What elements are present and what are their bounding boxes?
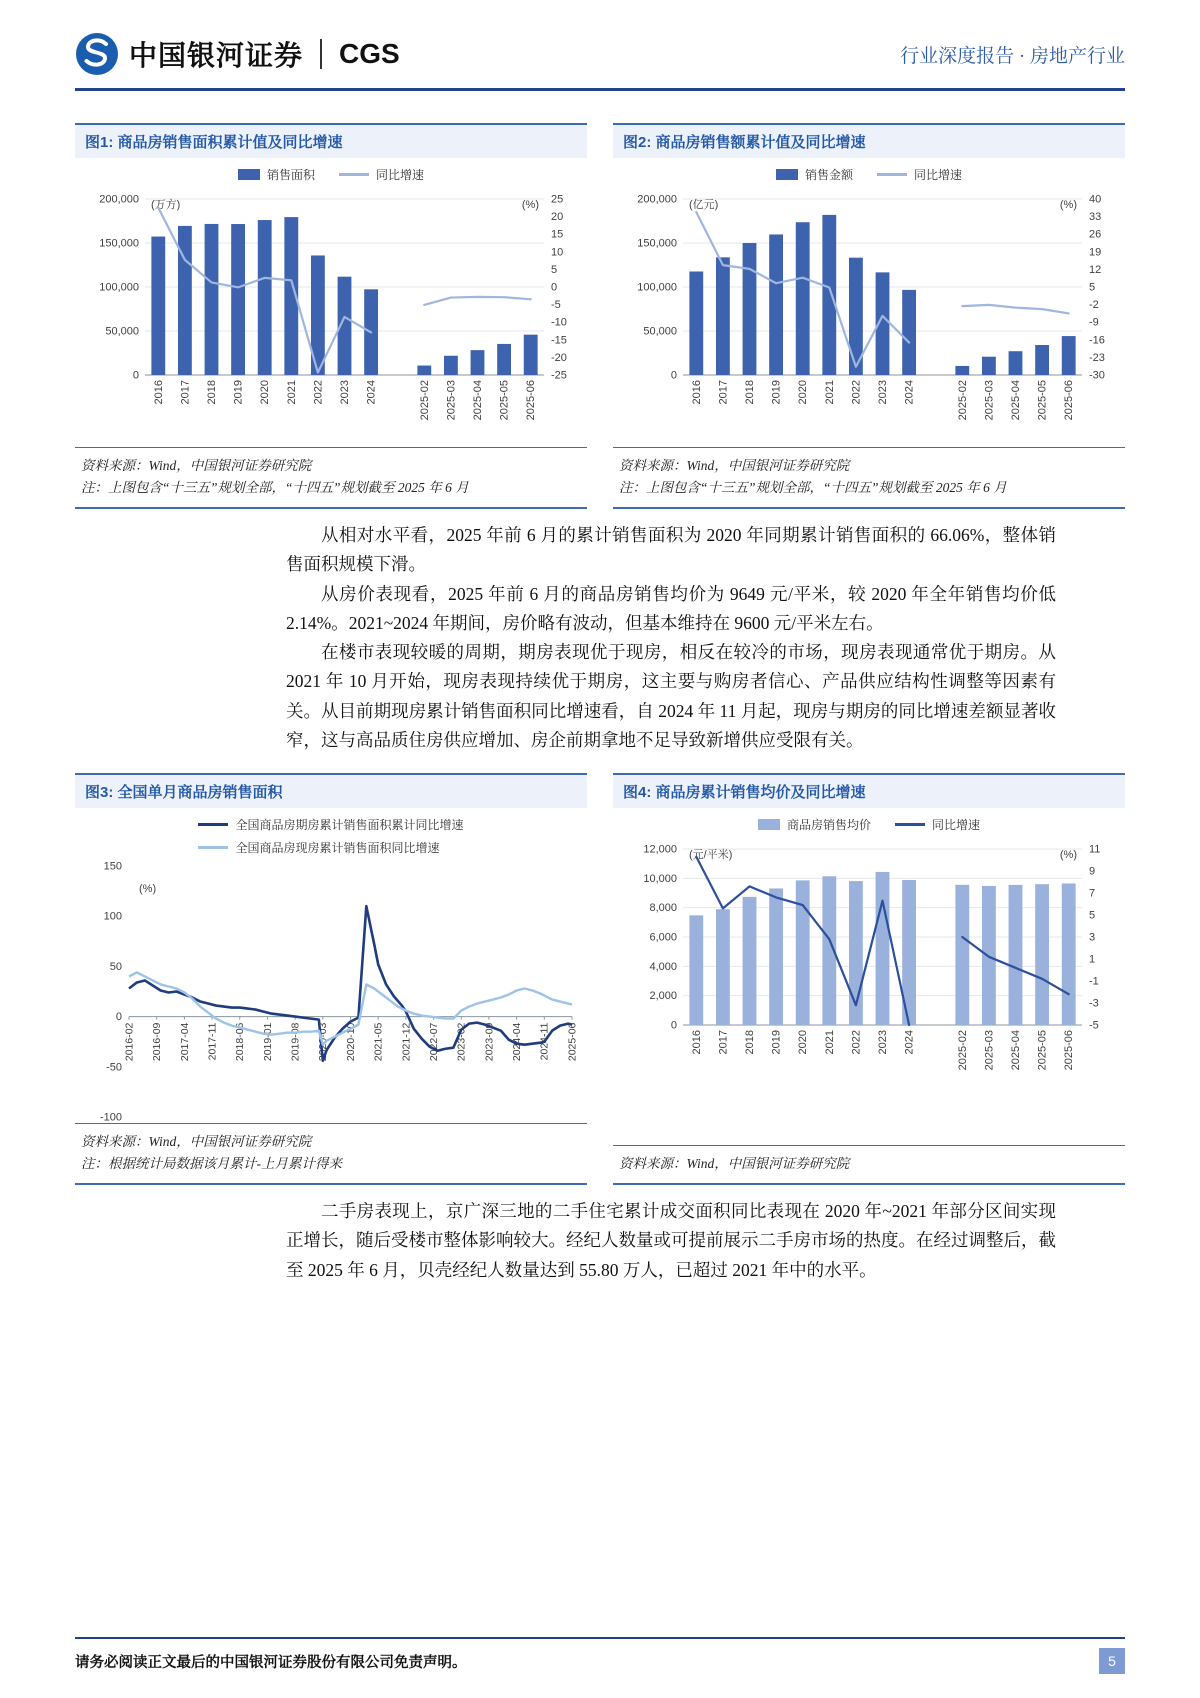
legend-label: 商品房销售均价 [786,817,871,832]
figure-3 [75,773,587,1185]
disclaimer-text: 请务必阅读正文最后的中国银河证券股份有限公司免责声明。 [75,1654,467,1671]
legend-item [198,839,439,856]
svg-text:(元/平米): (元/平米) [688,848,732,861]
page-header [0,0,1200,88]
legend-label: 同比增速 [932,817,981,832]
figure-1-chart [79,185,584,447]
svg-text:-1: -1 [1088,975,1099,988]
svg-text:2022: 2022 [311,380,324,405]
figure-4-title: 图4: 商品房累计销售均价及同比增速 [613,775,1125,808]
paragraph-1: 从相对水平看，2025 年前 6 月的累计销售面积为 2020 年同期累计销售面积的 66.06%，整体销售面积规模下滑。 [286,525,1056,575]
svg-text:25: 25 [550,193,563,206]
svg-text:2018: 2018 [743,1029,756,1055]
svg-text:-15: -15 [550,334,567,347]
svg-text:8,000: 8,000 [648,902,677,915]
svg-text:0: 0 [550,281,557,294]
figure-4-legend [613,816,1125,833]
svg-text:(%): (%) [1059,199,1077,211]
svg-text:19: 19 [1088,246,1101,259]
svg-text:0: 0 [670,1019,677,1032]
svg-text:33: 33 [1088,211,1101,224]
svg-text:2020-03: 2020-03 [316,1022,329,1062]
legend-item [339,166,424,183]
svg-text:2025-03: 2025-03 [444,380,457,421]
svg-text:2016: 2016 [152,380,165,405]
svg-text:2025-06: 2025-06 [565,1022,578,1062]
svg-text:-10: -10 [550,316,567,329]
svg-text:-23: -23 [1088,351,1105,364]
legend-item [758,816,871,833]
legend-label: 同比增速 [914,168,963,182]
svg-text:11: 11 [1088,843,1100,856]
svg-text:2025-04: 2025-04 [1009,1029,1022,1071]
svg-text:40: 40 [1088,193,1101,206]
svg-text:(%): (%) [1059,848,1077,861]
figure-1-footnote [75,447,587,507]
svg-text:(亿元): (亿元) [688,199,718,211]
svg-text:6,000: 6,000 [648,931,677,944]
svg-text:2025-02: 2025-02 [956,380,969,421]
line-swatch-icon [895,823,925,826]
svg-text:0: 0 [115,1011,122,1024]
svg-text:2025-05: 2025-05 [498,380,511,421]
bar-swatch-icon [776,169,798,180]
figure-1-title: 图1: 商品房销售面积累计值及同比增速 [75,125,587,158]
figure-4-chart [617,835,1122,1097]
figure-4-footnote [613,1145,1125,1184]
legend-item [776,166,853,183]
figure-1-note: 注：上图包含“十三五”规划全部，“十四五”规划截至 2025 年 6 月 [81,479,469,495]
svg-text:12,000: 12,000 [642,843,677,856]
figure-3-note: 注：根据统计局数据该月累计-上月累计得来 [81,1155,342,1171]
svg-text:50: 50 [109,960,122,973]
figure-4-source: 资料来源：Wind，中国银河证券研究院 [619,1155,850,1171]
svg-text:2019: 2019 [770,1029,783,1055]
svg-text:150: 150 [103,860,122,873]
svg-text:200,000: 200,000 [636,193,677,206]
figure-3-footnote [75,1123,587,1183]
svg-text:2025-04: 2025-04 [471,380,484,421]
svg-text:2019: 2019 [232,380,245,405]
svg-text:2016: 2016 [690,1029,703,1055]
svg-text:2023-02: 2023-02 [455,1022,468,1062]
svg-text:4,000: 4,000 [648,960,677,973]
galaxy-logo-icon [75,32,119,76]
bar-swatch-icon [758,819,780,830]
svg-text:150,000: 150,000 [98,237,139,250]
svg-text:2024: 2024 [903,380,916,405]
page-number-badge: 5 [1099,1648,1125,1674]
svg-text:2025-02: 2025-02 [956,1029,969,1071]
svg-text:2025-05: 2025-05 [1036,1029,1049,1071]
svg-text:-16: -16 [1088,334,1105,347]
svg-text:2018: 2018 [743,380,756,405]
line-swatch-icon [339,173,369,176]
figure-2-source: 资料来源：Wind，中国银河证券研究院 [619,458,850,473]
svg-text:2017-11: 2017-11 [205,1022,218,1061]
svg-text:9: 9 [1088,865,1095,878]
svg-text:-5: -5 [1088,1019,1099,1032]
paragraph-3: 在楼市表现较暖的周期，期房表现优于现房，相反在较冷的市场，现房表现通常优于期房。从 2021 年 10 月开始，现房表现持续优于期房，这主要与购房者信心、产品供应结构性调整等因素有关。从目前期现房累计销售面积同比增速看，自 2024 年 11 月起，现房与期房的同比增速差额显著收窄，这与高品质住房供应增加、房企前期拿地不足导致新增供应受限有关。 [286,642,1056,750]
legend-item [198,816,463,833]
figure-2-note: 注：上图包含“十三五”规划全部，“十四五”规划截至 2025 年 6 月 [619,479,1007,495]
svg-text:2023: 2023 [876,1029,889,1055]
svg-text:15: 15 [550,228,563,241]
figure-1 [75,123,587,509]
svg-text:2020-10: 2020-10 [344,1022,357,1062]
svg-text:12: 12 [1088,263,1101,276]
legend-item [238,166,315,183]
header-rule [75,88,1125,91]
svg-text:10,000: 10,000 [642,872,677,885]
figure-1-source: 资料来源：Wind，中国银河证券研究院 [81,458,312,473]
svg-text:2025-03: 2025-03 [982,380,995,421]
figure-2-chart [617,185,1122,447]
figure-2 [613,123,1125,509]
svg-text:2021: 2021 [285,380,298,405]
svg-text:150,000: 150,000 [636,237,677,250]
svg-text:2019-01: 2019-01 [261,1022,274,1062]
legend-label: 同比增速 [376,168,425,182]
bar-swatch-icon [238,169,260,180]
svg-text:200,000: 200,000 [98,193,139,206]
footer-row [75,1648,1125,1674]
svg-text:2017: 2017 [716,380,729,405]
legend-label: 全国商品房现房累计销售面积同比增速 [235,840,440,855]
figure-2-title: 图2: 商品房销售额累计值及同比增速 [613,125,1125,158]
svg-text:20: 20 [550,211,563,224]
svg-text:2021-05: 2021-05 [372,1022,385,1062]
paragraph-4: 二手房表现上，京广深三地的二手住宅累计成交面积同比表现在 2020 年~2021 年部分区间实现正增长，随后受楼市整体影响较大。经纪人数量或可提前展示二手房市场的热度。在经过调整后，截至 2025 年 6 月，贝壳经纪人数量达到 55.80 万人，已超过 2021 年中的水平。 [286,1201,1056,1280]
brand-name-en: CGS [339,38,400,69]
brand-divider [320,39,322,69]
legend-item [895,816,980,833]
svg-text:5: 5 [1088,909,1095,922]
svg-text:(%): (%) [521,199,539,211]
figure-row-1 [0,123,1200,509]
legend-label: 销售面积 [266,168,315,182]
svg-text:2022-07: 2022-07 [427,1022,440,1062]
report-type-label: 行业深度报告 · 房地产行业 [900,45,1125,67]
svg-text:2,000: 2,000 [648,990,677,1003]
legend-label: 全国商品房期房累计销售面积累计同比增速 [235,817,464,832]
figure-2-legend [613,166,1125,183]
svg-text:-100: -100 [99,1111,122,1123]
figure-3-chart [79,858,584,1123]
paragraph-2: 从房价表现看，2025 年前 6 月的商品房销售均价为 9649 元/平米，较 2020 年全年销售均价低 2.14%。2021~2024 年期间，房价略有波动，但基本维持在 9600 元/平米左右。 [286,583,1056,633]
brand-name-cn: 中国银河证券 [129,40,304,71]
svg-text:-20: -20 [550,351,567,364]
svg-text:2019-08: 2019-08 [288,1022,301,1062]
svg-text:100,000: 100,000 [636,281,677,294]
svg-text:2020: 2020 [258,380,271,405]
svg-text:-30: -30 [1088,369,1105,382]
svg-text:2016-02: 2016-02 [122,1022,135,1062]
figure-2-footnote [613,447,1125,507]
svg-text:2021: 2021 [823,380,836,405]
brand [75,32,400,76]
body-text-block-2 [286,1197,1056,1285]
svg-text:2022: 2022 [849,380,862,405]
page-footer [75,1637,1125,1674]
svg-text:26: 26 [1088,228,1101,241]
legend-label: 销售金额 [804,168,853,182]
svg-text:2017-04: 2017-04 [178,1022,191,1062]
svg-text:2023: 2023 [876,380,889,405]
svg-text:3: 3 [1088,931,1095,944]
figure-3-source: 资料来源：Wind，中国银河证券研究院 [81,1133,312,1149]
svg-text:50,000: 50,000 [642,325,677,338]
svg-text:2025-05: 2025-05 [1036,380,1049,421]
svg-text:2020: 2020 [796,1029,809,1055]
figure-3-title: 图3: 全国单月商品房销售面积 [75,775,587,808]
line-swatch-icon [198,846,228,849]
svg-text:0: 0 [670,369,677,382]
figure-row-2 [0,773,1200,1185]
svg-text:2025-03: 2025-03 [982,1029,995,1071]
svg-text:(万方): (万方) [150,199,180,211]
svg-text:2025-04: 2025-04 [1009,380,1022,421]
svg-text:2023-09: 2023-09 [482,1022,495,1062]
svg-text:2024: 2024 [365,380,378,405]
figure-4 [613,773,1125,1185]
line-swatch-icon [877,173,907,176]
svg-text:2020: 2020 [796,380,809,405]
svg-text:0: 0 [132,369,139,382]
svg-text:-9: -9 [1088,316,1099,329]
svg-text:2025-06: 2025-06 [1062,1029,1075,1071]
svg-text:50,000: 50,000 [104,325,139,338]
svg-text:1: 1 [1088,953,1095,966]
footer-rule [75,1637,1125,1639]
svg-text:2017: 2017 [178,380,191,405]
svg-text:2016: 2016 [690,380,703,405]
body-text-block-1 [286,521,1056,755]
svg-text:2025-06: 2025-06 [1062,380,1075,421]
svg-text:10: 10 [550,246,563,259]
svg-text:-3: -3 [1088,997,1099,1010]
svg-text:2025-02: 2025-02 [418,380,431,421]
svg-text:2025-06: 2025-06 [524,380,537,421]
svg-text:2019: 2019 [770,380,783,405]
svg-text:2016-09: 2016-09 [150,1022,163,1062]
svg-text:-5: -5 [550,299,561,312]
svg-text:5: 5 [1088,281,1095,294]
svg-text:2023: 2023 [338,380,351,405]
svg-text:-50: -50 [105,1061,122,1074]
svg-text:-25: -25 [550,369,567,382]
svg-text:2017: 2017 [716,1029,729,1055]
figure-3-legend [198,816,463,856]
svg-text:5: 5 [550,263,557,276]
svg-text:2024-11: 2024-11 [538,1022,551,1061]
svg-text:2022: 2022 [849,1029,862,1055]
svg-text:100,000: 100,000 [98,281,139,294]
svg-text:100: 100 [103,910,122,923]
svg-text:7: 7 [1088,887,1095,900]
svg-text:2018: 2018 [205,380,218,405]
svg-text:2024-04: 2024-04 [510,1022,523,1062]
svg-text:2024: 2024 [903,1029,916,1055]
svg-text:2018-06: 2018-06 [233,1022,246,1062]
svg-text:2021: 2021 [823,1029,836,1055]
legend-item [877,166,962,183]
svg-text:-2: -2 [1088,299,1099,312]
svg-text:2021-12: 2021-12 [399,1022,412,1062]
figure-1-legend [75,166,587,183]
svg-text:(%): (%) [138,882,156,895]
line-swatch-icon [198,823,228,826]
